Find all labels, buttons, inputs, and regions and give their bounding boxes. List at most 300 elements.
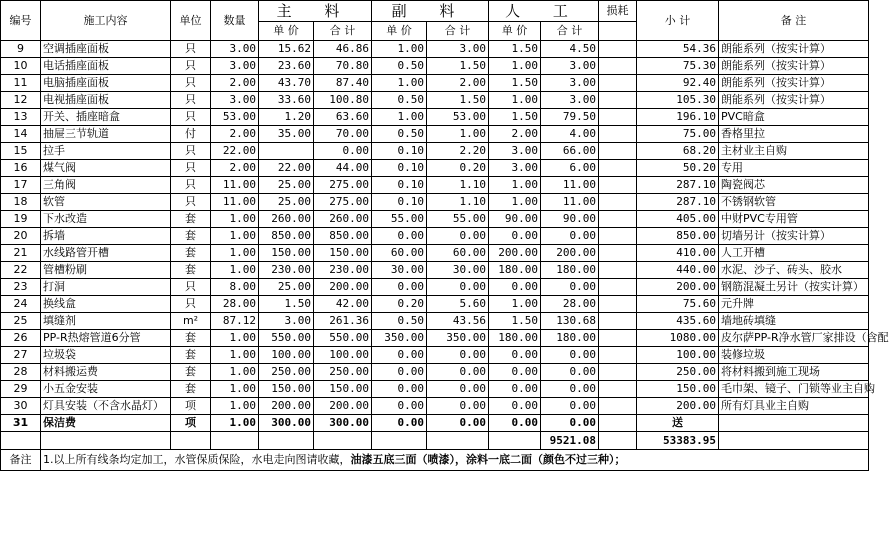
- row-item-cell: 煤气阀: [41, 160, 171, 177]
- table-row: [1, 415, 869, 432]
- labor-total-header: 合 计: [541, 22, 599, 41]
- row-no-cell: 29: [1, 381, 41, 398]
- row-aux-price-cell: 0.10: [372, 143, 427, 160]
- table-row: [1, 143, 869, 160]
- row-item-cell: 电视插座面板: [41, 92, 171, 109]
- row-qty-cell: 53.00: [211, 109, 259, 126]
- row-main-price-cell: 850.00: [259, 228, 314, 245]
- row-aux-price-cell: 1.00: [372, 109, 427, 126]
- row-main-total-cell: 260.00: [314, 211, 372, 228]
- row-unit-cell: 只: [171, 92, 211, 109]
- row-no-cell: 21: [1, 245, 41, 262]
- row-unit-cell: 套: [171, 228, 211, 245]
- row-remark-cell: 皮尔萨PP-R净水管厂家排设（含配: [719, 330, 869, 347]
- row-subtotal-cell: 150.00: [637, 381, 719, 398]
- row-main-price-cell: 150.00: [259, 381, 314, 398]
- row-loss-cell: [599, 211, 637, 228]
- row-no-cell: 11: [1, 75, 41, 92]
- row-labor-total-cell: 0.00: [541, 398, 599, 415]
- row-qty-cell: 1.00: [211, 245, 259, 262]
- row-main-price-cell: 25.00: [259, 194, 314, 211]
- row-remark-cell: [719, 415, 869, 432]
- row-main-price-cell: 25.00: [259, 279, 314, 296]
- row-main-price-cell: 3.00: [259, 313, 314, 330]
- row-qty-cell: 11.00: [211, 177, 259, 194]
- row-unit-cell: 套: [171, 364, 211, 381]
- row-labor-total-cell: 3.00: [541, 92, 599, 109]
- row-aux-total-cell: 0.20: [427, 160, 489, 177]
- row-main-price-cell: 200.00: [259, 398, 314, 415]
- row-main-price-cell: 33.60: [259, 92, 314, 109]
- row-aux-total-cell: 1.50: [427, 92, 489, 109]
- row-aux-total-cell: 0.00: [427, 228, 489, 245]
- row-aux-price-cell: 1.00: [372, 75, 427, 92]
- row-subtotal-cell: 440.00: [637, 262, 719, 279]
- row-main-price-cell: 25.00: [259, 177, 314, 194]
- row-no-cell: 25: [1, 313, 41, 330]
- row-unit-cell: 只: [171, 160, 211, 177]
- row-qty-cell: 1.00: [211, 211, 259, 228]
- row-labor-total-cell: 28.00: [541, 296, 599, 313]
- row-loss-cell: [599, 92, 637, 109]
- row-labor-total-cell: 79.50: [541, 109, 599, 126]
- row-item-cell: 拉手: [41, 143, 171, 160]
- col-subtotal-header: 小 计: [637, 1, 719, 41]
- row-remark-cell: 主材业主自购: [719, 143, 869, 160]
- row-aux-price-cell: 1.00: [372, 41, 427, 58]
- row-subtotal-cell: 196.10: [637, 109, 719, 126]
- row-labor-total-cell: 11.00: [541, 177, 599, 194]
- row-labor-price-cell: 0.00: [489, 381, 541, 398]
- row-main-total-cell: 70.80: [314, 58, 372, 75]
- row-unit-cell: 只: [171, 58, 211, 75]
- row-unit-cell: 只: [171, 194, 211, 211]
- row-unit-cell: 套: [171, 211, 211, 228]
- row-main-total-cell: 250.00: [314, 364, 372, 381]
- row-item-cell: 开关、插座暗盒: [41, 109, 171, 126]
- row-labor-price-cell: 200.00: [489, 245, 541, 262]
- row-labor-total-cell: 4.00: [541, 126, 599, 143]
- row-subtotal-cell: 250.00: [637, 364, 719, 381]
- row-aux-total-cell: 3.00: [427, 41, 489, 58]
- row-labor-total-cell: 180.00: [541, 262, 599, 279]
- row-subtotal-cell: 405.00: [637, 211, 719, 228]
- row-labor-price-cell: 0.00: [489, 364, 541, 381]
- col-item-header: 施工内容: [41, 1, 171, 41]
- row-subtotal-cell: 105.30: [637, 92, 719, 109]
- row-aux-price-cell: 0.00: [372, 398, 427, 415]
- row-qty-cell: 1.00: [211, 364, 259, 381]
- row-main-price-cell: 43.70: [259, 75, 314, 92]
- row-main-price-cell: 300.00: [259, 415, 314, 432]
- row-unit-cell: 套: [171, 347, 211, 364]
- row-main-price-cell: 1.50: [259, 296, 314, 313]
- row-aux-price-cell: 0.50: [372, 58, 427, 75]
- row-loss-cell: [599, 160, 637, 177]
- row-remark-cell: 水泥、沙子、砖头、胶水: [719, 262, 869, 279]
- row-unit-cell: 套: [171, 330, 211, 347]
- aux-total-header: 合 计: [427, 22, 489, 41]
- row-no-cell: 26: [1, 330, 41, 347]
- row-qty-cell: 1.00: [211, 415, 259, 432]
- row-qty-cell: 3.00: [211, 92, 259, 109]
- row-remark-cell: 朗能系列（按实计算）: [719, 41, 869, 58]
- row-loss-cell: [599, 58, 637, 75]
- row-subtotal-cell: 75.60: [637, 296, 719, 313]
- row-loss-cell: [599, 313, 637, 330]
- row-item-cell: 保洁费: [41, 415, 171, 432]
- row-loss-cell: [599, 194, 637, 211]
- row-unit-cell: 只: [171, 41, 211, 58]
- row-aux-price-cell: 0.50: [372, 126, 427, 143]
- row-qty-cell: 28.00: [211, 296, 259, 313]
- row-remark-cell: 切墙另计（按实计算）: [719, 228, 869, 245]
- row-aux-price-cell: 0.10: [372, 194, 427, 211]
- row-unit-cell: 项: [171, 398, 211, 415]
- row-item-cell: 电话插座面板: [41, 58, 171, 75]
- row-aux-total-cell: 0.00: [427, 279, 489, 296]
- row-labor-price-cell: 0.00: [489, 228, 541, 245]
- row-labor-price-cell: 2.00: [489, 126, 541, 143]
- row-loss-cell: [599, 381, 637, 398]
- table-row: [1, 75, 869, 92]
- row-subtotal-cell: 68.20: [637, 143, 719, 160]
- row-subtotal-cell: 200.00: [637, 279, 719, 296]
- row-main-total-cell: 275.00: [314, 177, 372, 194]
- row-loss-cell: [599, 143, 637, 160]
- row-remark-cell: 装修垃圾: [719, 347, 869, 364]
- table-row: [1, 41, 869, 58]
- row-no-cell: 30: [1, 398, 41, 415]
- row-remark-cell: 朗能系列（按实计算）: [719, 92, 869, 109]
- totals-row: [1, 432, 869, 450]
- row-main-total-cell: 100.00: [314, 347, 372, 364]
- row-main-total-cell: 200.00: [314, 398, 372, 415]
- row-main-total-cell: 0.00: [314, 143, 372, 160]
- row-labor-total-cell: 66.00: [541, 143, 599, 160]
- table-row: [1, 381, 869, 398]
- row-aux-total-cell: 5.60: [427, 296, 489, 313]
- note-text-cell: [41, 450, 869, 471]
- row-labor-total-cell: 200.00: [541, 245, 599, 262]
- row-main-price-cell: 15.62: [259, 41, 314, 58]
- row-labor-total-cell: 4.50: [541, 41, 599, 58]
- row-unit-cell: 只: [171, 109, 211, 126]
- row-remark-cell: 陶瓷阀芯: [719, 177, 869, 194]
- table-row: [1, 92, 869, 109]
- row-no-cell: 23: [1, 279, 41, 296]
- row-no-cell: 9: [1, 41, 41, 58]
- col-aux-header: 副 料: [372, 1, 489, 22]
- row-remark-cell: 香格里拉: [719, 126, 869, 143]
- table-row: [1, 126, 869, 143]
- row-main-total-cell: 261.36: [314, 313, 372, 330]
- row-no-cell: 13: [1, 109, 41, 126]
- row-item-cell: 三角阀: [41, 177, 171, 194]
- row-main-total-cell: 100.80: [314, 92, 372, 109]
- row-unit-cell: 只: [171, 177, 211, 194]
- row-labor-price-cell: 1.50: [489, 41, 541, 58]
- row-no-cell: 16: [1, 160, 41, 177]
- row-aux-total-cell: 0.00: [427, 347, 489, 364]
- row-labor-price-cell: 1.00: [489, 58, 541, 75]
- row-main-total-cell: 70.00: [314, 126, 372, 143]
- row-no-cell: 20: [1, 228, 41, 245]
- row-item-cell: 空调插座面板: [41, 41, 171, 58]
- row-labor-price-cell: 0.00: [489, 398, 541, 415]
- row-remark-cell: 钢筋混凝土另计（按实计算）: [719, 279, 869, 296]
- loss-sub-header: [599, 22, 637, 41]
- row-main-total-cell: 44.00: [314, 160, 372, 177]
- row-qty-cell: 87.12: [211, 313, 259, 330]
- row-qty-cell: 2.00: [211, 75, 259, 92]
- row-labor-price-cell: 0.00: [489, 347, 541, 364]
- note-bold-text: 油漆五底三面（喷漆），涂料一底二面（颜色不过三种）；: [350, 453, 626, 466]
- row-main-price-cell: 230.00: [259, 262, 314, 279]
- row-subtotal-cell: 92.40: [637, 75, 719, 92]
- row-aux-total-cell: 350.00: [427, 330, 489, 347]
- col-main-header: 主 料: [259, 1, 372, 22]
- row-no-cell: 22: [1, 262, 41, 279]
- row-labor-total-cell: 130.68: [541, 313, 599, 330]
- row-labor-total-cell: 3.00: [541, 75, 599, 92]
- table-row: [1, 160, 869, 177]
- row-item-cell: 垃圾袋: [41, 347, 171, 364]
- row-main-price-cell: [259, 143, 314, 160]
- row-aux-total-cell: 30.00: [427, 262, 489, 279]
- row-aux-total-cell: 1.10: [427, 177, 489, 194]
- row-unit-cell: 只: [171, 75, 211, 92]
- table-row: [1, 296, 869, 313]
- row-labor-total-cell: 0.00: [541, 279, 599, 296]
- table-row: [1, 194, 869, 211]
- row-loss-cell: [599, 279, 637, 296]
- row-qty-cell: 1.00: [211, 228, 259, 245]
- row-remark-cell: 将材料搬到施工现场: [719, 364, 869, 381]
- row-labor-price-cell: 90.00: [489, 211, 541, 228]
- row-labor-total-cell: 11.00: [541, 194, 599, 211]
- row-no-cell: 14: [1, 126, 41, 143]
- col-qty-header: 数量: [211, 1, 259, 41]
- row-item-cell: 电脑插座面板: [41, 75, 171, 92]
- row-no-cell: 12: [1, 92, 41, 109]
- row-labor-price-cell: 1.00: [489, 296, 541, 313]
- row-main-total-cell: 230.00: [314, 262, 372, 279]
- row-labor-price-cell: 1.00: [489, 194, 541, 211]
- row-no-cell: 10: [1, 58, 41, 75]
- row-main-price-cell: 35.00: [259, 126, 314, 143]
- row-labor-price-cell: 180.00: [489, 330, 541, 347]
- row-aux-total-cell: 0.00: [427, 398, 489, 415]
- row-aux-price-cell: 350.00: [372, 330, 427, 347]
- row-unit-cell: 套: [171, 245, 211, 262]
- row-aux-price-cell: 0.00: [372, 228, 427, 245]
- row-item-cell: 水线路管开槽: [41, 245, 171, 262]
- row-unit-cell: m²: [171, 313, 211, 330]
- row-subtotal-cell: 100.00: [637, 347, 719, 364]
- row-remark-cell: 朗能系列（按实计算）: [719, 58, 869, 75]
- row-remark-cell: 专用: [719, 160, 869, 177]
- row-remark-cell: 不锈钢软管: [719, 194, 869, 211]
- row-labor-total-cell: 0.00: [541, 347, 599, 364]
- row-loss-cell: [599, 177, 637, 194]
- row-subtotal-cell: 850.00: [637, 228, 719, 245]
- row-loss-cell: [599, 330, 637, 347]
- row-item-cell: 抽屉三节轨道: [41, 126, 171, 143]
- row-qty-cell: 2.00: [211, 126, 259, 143]
- aux-price-header: 单 价: [372, 22, 427, 41]
- row-aux-price-cell: 0.00: [372, 381, 427, 398]
- row-aux-total-cell: 2.20: [427, 143, 489, 160]
- table-row: [1, 177, 869, 194]
- row-unit-cell: 只: [171, 279, 211, 296]
- row-aux-total-cell: 53.00: [427, 109, 489, 126]
- row-main-price-cell: 260.00: [259, 211, 314, 228]
- row-remark-cell: 毛巾架、镜子、门锁等业主自购: [719, 381, 869, 398]
- col-no-header: 编号: [1, 1, 41, 41]
- row-loss-cell: [599, 347, 637, 364]
- row-main-total-cell: 150.00: [314, 245, 372, 262]
- row-main-total-cell: 46.86: [314, 41, 372, 58]
- row-remark-cell: 人工开槽: [719, 245, 869, 262]
- row-no-cell: 15: [1, 143, 41, 160]
- col-labor-header: 人 工: [489, 1, 599, 22]
- row-qty-cell: 11.00: [211, 194, 259, 211]
- row-labor-total-cell: 3.00: [541, 58, 599, 75]
- header-row-1: [1, 1, 869, 22]
- row-loss-cell: [599, 228, 637, 245]
- row-labor-price-cell: 3.00: [489, 143, 541, 160]
- row-qty-cell: 1.00: [211, 262, 259, 279]
- row-aux-price-cell: 0.50: [372, 313, 427, 330]
- row-subtotal-cell: 435.60: [637, 313, 719, 330]
- row-main-total-cell: 63.60: [314, 109, 372, 126]
- row-item-cell: 拆墙: [41, 228, 171, 245]
- row-unit-cell: 套: [171, 262, 211, 279]
- row-aux-total-cell: 1.10: [427, 194, 489, 211]
- row-main-total-cell: 87.40: [314, 75, 372, 92]
- row-aux-price-cell: 0.50: [372, 92, 427, 109]
- row-main-price-cell: 150.00: [259, 245, 314, 262]
- table-row: [1, 262, 869, 279]
- row-item-cell: 小五金安装: [41, 381, 171, 398]
- row-loss-cell: [599, 296, 637, 313]
- col-unit-header: 单位: [171, 1, 211, 41]
- row-labor-total-cell: 180.00: [541, 330, 599, 347]
- row-qty-cell: 8.00: [211, 279, 259, 296]
- row-loss-cell: [599, 398, 637, 415]
- row-subtotal-cell: 287.10: [637, 194, 719, 211]
- row-labor-total-cell: 0.00: [541, 415, 599, 432]
- row-main-price-cell: 550.00: [259, 330, 314, 347]
- row-loss-cell: [599, 126, 637, 143]
- row-loss-cell: [599, 364, 637, 381]
- table-row: [1, 347, 869, 364]
- row-no-cell: 17: [1, 177, 41, 194]
- row-main-total-cell: 300.00: [314, 415, 372, 432]
- row-qty-cell: 1.00: [211, 398, 259, 415]
- labor-total-cell: 9521.08: [541, 432, 599, 450]
- row-remark-cell: 所有灯具业主自购: [719, 398, 869, 415]
- row-loss-cell: [599, 245, 637, 262]
- row-labor-price-cell: 1.00: [489, 92, 541, 109]
- note-label: 备注: [1, 450, 41, 471]
- row-main-total-cell: 275.00: [314, 194, 372, 211]
- row-aux-total-cell: 43.56: [427, 313, 489, 330]
- row-main-price-cell: 1.20: [259, 109, 314, 126]
- row-subtotal-cell: 送: [637, 415, 719, 432]
- row-loss-cell: [599, 41, 637, 58]
- row-labor-price-cell: 180.00: [489, 262, 541, 279]
- col-remark-header: 备 注: [719, 1, 869, 41]
- row-item-cell: 软管: [41, 194, 171, 211]
- row-unit-cell: 付: [171, 126, 211, 143]
- row-aux-price-cell: 0.00: [372, 364, 427, 381]
- table-row: [1, 211, 869, 228]
- row-main-price-cell: 250.00: [259, 364, 314, 381]
- row-labor-price-cell: 3.00: [489, 160, 541, 177]
- row-aux-total-cell: 1.50: [427, 58, 489, 75]
- row-aux-price-cell: 0.00: [372, 347, 427, 364]
- col-loss-header: 损耗: [599, 1, 637, 22]
- row-no-cell: 31: [1, 415, 41, 432]
- note-text: 1.以上所有线条均定加工，水管保质保险，水电走向图请收藏，: [43, 453, 351, 466]
- row-unit-cell: 项: [171, 415, 211, 432]
- table-row: [1, 58, 869, 75]
- row-subtotal-cell: 287.10: [637, 177, 719, 194]
- row-aux-price-cell: 30.00: [372, 262, 427, 279]
- row-qty-cell: 3.00: [211, 41, 259, 58]
- row-qty-cell: 1.00: [211, 330, 259, 347]
- row-remark-cell: 元升牌: [719, 296, 869, 313]
- row-remark-cell: PVC暗盒: [719, 109, 869, 126]
- table-row: [1, 109, 869, 126]
- main-total-header: 合 计: [314, 22, 372, 41]
- row-aux-total-cell: 2.00: [427, 75, 489, 92]
- row-main-total-cell: 550.00: [314, 330, 372, 347]
- row-aux-price-cell: 0.00: [372, 415, 427, 432]
- row-main-price-cell: 22.00: [259, 160, 314, 177]
- row-main-price-cell: 100.00: [259, 347, 314, 364]
- row-qty-cell: 3.00: [211, 58, 259, 75]
- row-item-cell: 填缝剂: [41, 313, 171, 330]
- row-item-cell: 材料搬运费: [41, 364, 171, 381]
- row-loss-cell: [599, 75, 637, 92]
- row-main-total-cell: 200.00: [314, 279, 372, 296]
- note-row: [1, 450, 869, 471]
- row-unit-cell: 只: [171, 296, 211, 313]
- row-loss-cell: [599, 109, 637, 126]
- row-subtotal-cell: 75.00: [637, 126, 719, 143]
- row-subtotal-cell: 410.00: [637, 245, 719, 262]
- row-labor-price-cell: 1.50: [489, 109, 541, 126]
- row-qty-cell: 22.00: [211, 143, 259, 160]
- row-main-total-cell: 150.00: [314, 381, 372, 398]
- row-labor-total-cell: 0.00: [541, 381, 599, 398]
- row-labor-price-cell: 0.00: [489, 279, 541, 296]
- table-row: [1, 398, 869, 415]
- row-aux-total-cell: 0.00: [427, 381, 489, 398]
- table-body: [1, 41, 889, 432]
- labor-price-header: 单 价: [489, 22, 541, 41]
- table-row: [1, 364, 869, 381]
- row-labor-price-cell: 1.00: [489, 177, 541, 194]
- row-item-cell: PP-R热熔管道6分管: [41, 330, 171, 347]
- row-subtotal-cell: 200.00: [637, 398, 719, 415]
- table-row: [1, 313, 869, 330]
- main-price-header: 单 价: [259, 22, 314, 41]
- row-no-cell: 19: [1, 211, 41, 228]
